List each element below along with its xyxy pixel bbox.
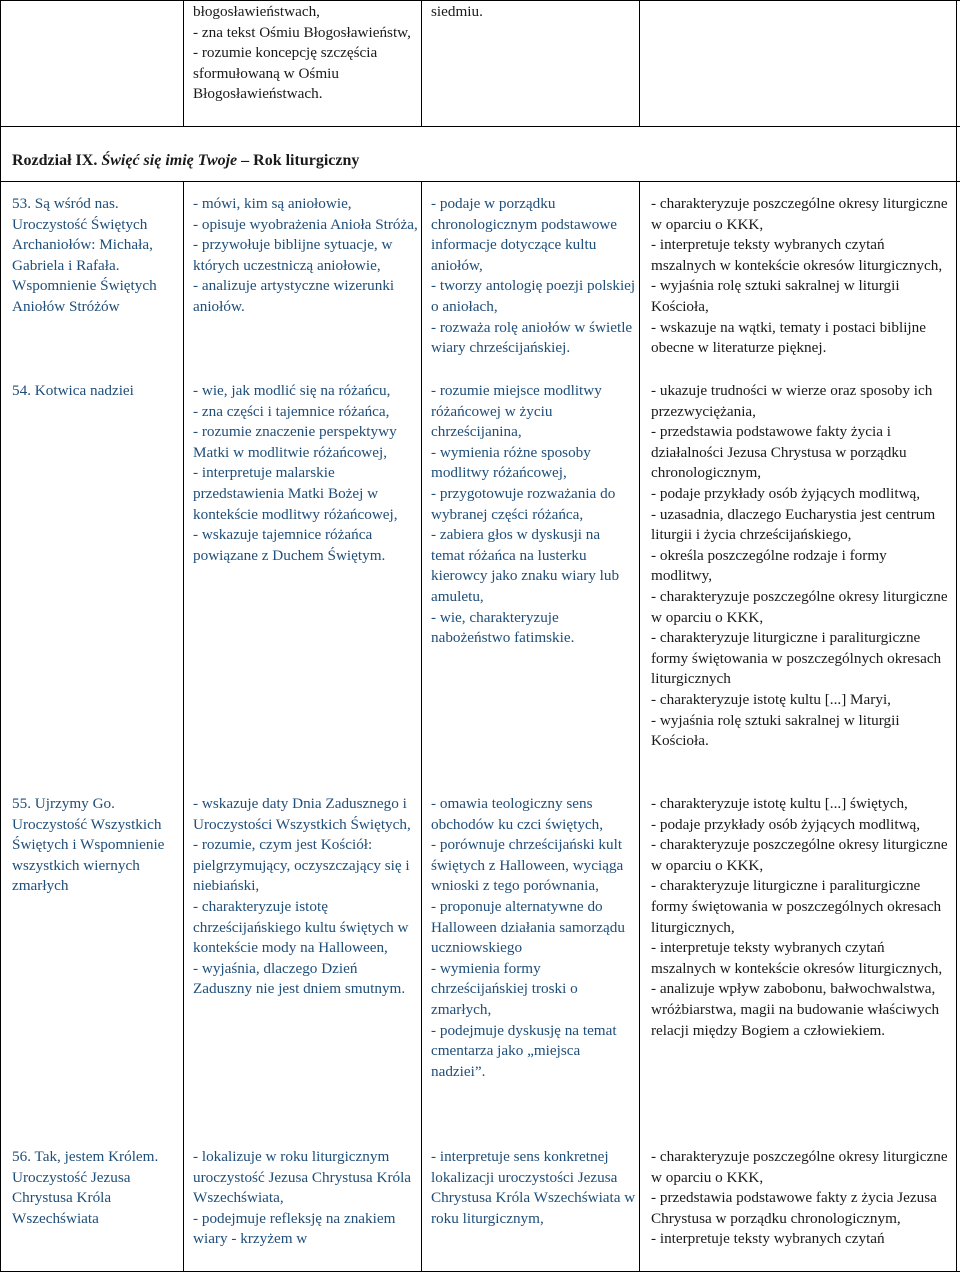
col-border-2-body [421, 181, 422, 1272]
row-56-topic: 56. Tak, jestem Królem. Uroczystość Jezusa Chrystusa Króla Wszechświata [12, 1148, 159, 1227]
top-row-basic-cell: błogosławieństwach, - zna tekst Ośmiu Błogosławieństw, - rozumie koncepcję szczęścia sformułowaną w Ośmiu Błogosławieństwach. [193, 3, 411, 103]
col-border-0 [0, 0, 1, 1272]
row-55-extended: - omawia teologiczny sens obchodów ku czci świętych, - porównuje chrześcijański kult świętych z Halloween, wyciąga wnioski z tego porównania, - proponuje alternatywne do Halloween działania samorządu uczniowskiego - wymienia formy chrześcijańskiej troski o zmarłych, - podejmuje dyskusję na temat cmentarza jako „miejsca nadziei”. [431, 795, 625, 1080]
table-bottom-border [0, 1271, 960, 1272]
row-54-extended: - rozumie miejsce modlitwy różańcowej w życiu chrześcijanina, - wymienia różne sposoby modlitwy różańcowej, - przygotowuje rozważania do wybranej części różańca, - zabiera głos w dyskusji na temat różańca na lusterku kierowcy jako znaku wiary lub amuletu, - wie, charakteryzuje nabożeństwo fatimskie. [431, 382, 620, 647]
chapter-heading-prefix: Rozdział IX. [12, 152, 98, 169]
row-56-basic: - lokalizuje w roku liturgicznym uroczystość Jezusa Chrystusa Króla Wszechświata, - podejmuje refleksję na znakiem wiary - krzyżem w [193, 1148, 412, 1248]
col-border-2 [421, 0, 422, 126]
top-row-extended-cell: siedmiu. [431, 3, 483, 20]
row-54-basic: - wie, jak modlić się na różańcu, - zna części i tajemnice różańca, - rozumie znaczenie perspektywy Matki w modlitwie różańcowej, - interpretuje malarskie przedstawienia Matki Bożej w kontekście modlitwy różańcowej, - wskazuje tajemnice różańca powiązane z Duchem Świętym. [193, 382, 398, 564]
col-border-3-body [639, 181, 640, 1272]
col-border-2b [639, 0, 640, 126]
row-56-integration: - charakteryzuje poszczególne okresy liturgiczne w oparciu o KKK, - przedstawia podstawowe fakty z życia Jezusa Chrystusa w porządku chronologicznym, - interpretuje teksty wybranych czytań [651, 1148, 948, 1248]
row-56-extended: - interpretuje sens konkretnej lokalizacji uroczystości Jezusa Chrystusa Króla Wszechświata w roku liturgicznym, [431, 1148, 636, 1227]
row-53-basic: - mówi, kim są aniołowie, - opisuje wyobrażenia Anioła Stróża, - przywołuje biblijne sytuacje, w których uczestniczą aniołowie, - analizuje artystyczne wizerunki aniołów. [193, 195, 418, 315]
row-54-topic: 54. Kotwica nadziei [12, 382, 134, 399]
row-53-extended: - podaje w porządku chronologicznym podstawowe informacje dotyczące kultu aniołów, - tworzy antologię poezji polskiej o aniołach, - rozważa rolę aniołów w świetle wiary chrześcijańskiej. [431, 195, 636, 357]
heading-row-bottom-border [0, 181, 960, 182]
table-top-border [0, 0, 960, 1]
row-55-basic: - wskazuje daty Dnia Zadusznego i Uroczystości Wszystkich Świętych, - rozumie, czym jest Kościół: pielgrzymujący, oczyszczający się i niebiański, - charakteryzuje istotę chrześcijańskiego kultu świętych w kontekście mody na Halloween, - wyjaśnia, dlaczego Dzień Zaduszny nie jest dniem smutnym. [193, 795, 411, 998]
col-border-3 [956, 0, 957, 1272]
chapter-heading [12, 151, 359, 172]
chapter-heading-suffix: – Rok liturgiczny [241, 152, 360, 169]
row-55-topic: 55. Ujrzymy Go. Uroczystość Wszystkich Świętych i Wspomnienie wszystkich wiernych zmarłych [12, 795, 165, 895]
row-55-integration: - charakteryzuje istotę kultu [...] świętych, - podaje przykłady osób żyjących modlitwą, - charakteryzuje poszczególne okresy liturgiczne w oparciu o KKK, - charakteryzuje liturgiczne i paraliturgiczne formy świętowania w poszczególnych okresach liturgicznych, - interpretuje teksty wybranych czytań mszalnych w kontekście okresów liturgicznych, - analizuje wpływ zabobonu, bałwochwalstwa, wróżbiarstwa, magii na budowanie właściwych relacji między Bogiem a człowiekiem. [651, 795, 948, 1039]
row-53-integration: - charakteryzuje poszczególne okresy liturgiczne w oparciu o KKK, - interpretuje teksty wybranych czytań mszalnych w kontekście okresów liturgicznych, - wyjaśnia rolę sztuki sakralnej w liturgii Kościoła, - wskazuje na wątki, tematy i postaci biblijne obecne w literaturze pięknej. [651, 195, 948, 357]
col-border-1-body [183, 181, 184, 1272]
col-border-1 [183, 0, 184, 126]
chapter-heading-title: Święć się imię Twoje [101, 152, 238, 169]
table-top-row-bottom-border [0, 126, 960, 127]
row-53-topic: 53. Są wśród nas. Uroczystość Świętych Archaniołów: Michała, Gabriela i Rafała. Wspomnienie Świętych Aniołów Stróżów [12, 195, 157, 315]
row-54-integration: - ukazuje trudności w wierze oraz sposoby ich przezwyciężania, - przedstawia podstawowe fakty życia i działalności Jezusa Chrystusa w porządku chronologicznym, - podaje przykłady osób żyjących modlitwą, - uzasadnia, dlaczego Eucharystia jest centrum liturgii i życia chrześcijańskiego, - określa poszczególne rodzaje i formy modlitwy, - charakteryzuje poszczególne okresy liturgiczne w oparciu o KKK, - charakteryzuje liturgiczne i paraliturgiczne formy świętowania w poszczególnych okresach liturgicznych - charakteryzuje istotę kultu [...] Maryi, - wyjaśnia rolę sztuki sakralnej w liturgii Kościoła. [651, 382, 948, 750]
